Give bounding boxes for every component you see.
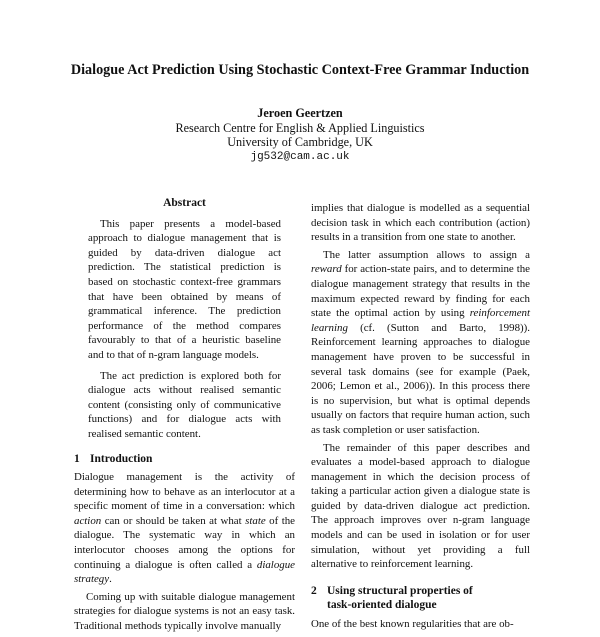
author-name: Jeroen Geertzen bbox=[257, 106, 343, 120]
body-paragraph: One of the best known regularities that are ob- bbox=[311, 618, 514, 631]
left-column bbox=[74, 196, 295, 637]
abstract-body bbox=[88, 217, 281, 442]
abstract-paragraph: The act prediction is explored both for dialogue acts without realised semantic content (consisting only of communicative functions) and for dialogue acts with realised semantic content. bbox=[88, 369, 281, 440]
section-number: 2 bbox=[311, 584, 317, 597]
abstract-heading: Abstract bbox=[163, 197, 206, 209]
section-title: Introduction bbox=[90, 452, 153, 465]
author-block bbox=[100, 106, 500, 164]
author-affiliation: Research Centre for English & Applied Linguistics bbox=[175, 120, 425, 135]
section-title: Using structural properties of task-oriented dialogue bbox=[327, 584, 473, 612]
paper-title: Dialogue Act Prediction Using Stochastic Context-Free Grammar Induction bbox=[70, 62, 530, 78]
body-paragraph: The latter assumption allows to assign a reward for action-state pairs, and to determine the dialogue management strategy that results in the maximum expected reward by finding for each state the optimal action by using reinforcement learning (cf. (Sutton and Barto, 1998)). Reinforcement learning approaches to dialogue management have proven to be successful in several task domains (see for example (Paek, 2006; Lemon et al., 2006)). In this process there is no supervision, but what is optimal depends usually on factors that require human action, such as task completion or user satisfaction. bbox=[311, 248, 530, 436]
body-paragraph: implies that dialogue is modelled as a sequential decision task in which each contribution (action) results in a transition from one state to another. bbox=[311, 202, 530, 244]
body-paragraph: The remainder of this paper describes and evaluates a model-based approach to dialogue management in which the decision process of taking a particular action given a dialogue state is guided by data-driven dialogue act prediction. The approach improves over n-gram language models and can be used in isolation or for user simulation, without yet providing a full alternative to reinforcement learning. bbox=[311, 441, 530, 571]
section-heading bbox=[311, 584, 530, 613]
abstract-paragraph: This paper presents a model-based approach to dialogue management that is guided by data-driven dialogue act prediction. The statistical prediction is based on stochastic context-free grammars that have been obtained by means of grammatical inference. The prediction performance of the method compares favourably to that of a heuristic baseline and to that of n-gram language models. bbox=[88, 217, 281, 361]
section-number: 1 bbox=[74, 452, 80, 465]
author-email[interactable]: jg532@cam.ac.uk bbox=[250, 150, 350, 163]
author-university: University of Cambridge, UK bbox=[227, 135, 373, 149]
right-column bbox=[311, 201, 530, 635]
section-heading bbox=[74, 452, 295, 467]
body-paragraph: Dialogue management is the activity of determining how to behave as an interlocutor at a specific moment of time in a conversation: which action can or should be taken at what state of the dialogue. The systematic way in which an interlocutor chooses among the options for continuing a dialogue is often called a dialogue strategy. bbox=[74, 471, 296, 586]
body-paragraph: Coming up with suitable dialogue management strategies for dialogue systems is not an easy task. Traditional methods typically involve manually bbox=[74, 590, 295, 633]
